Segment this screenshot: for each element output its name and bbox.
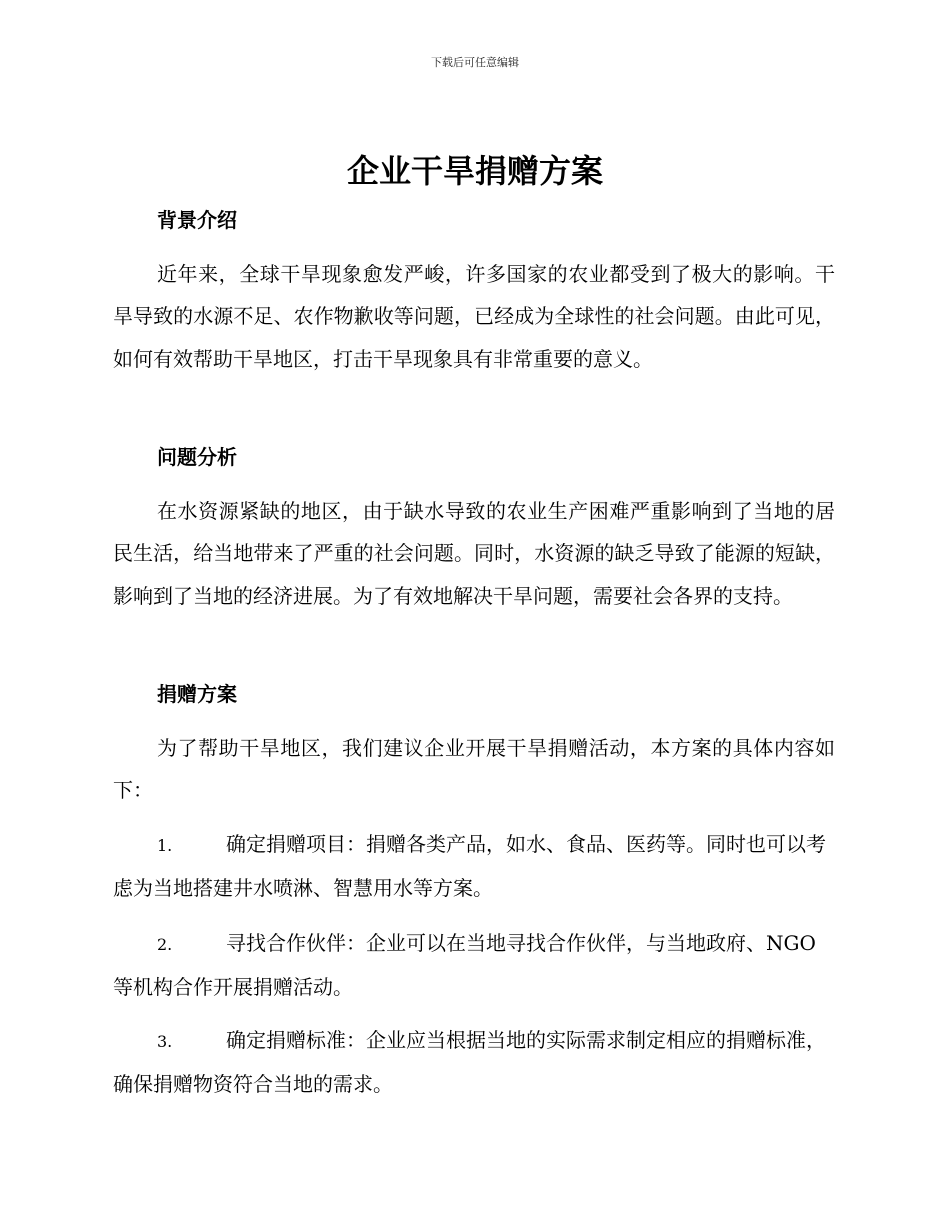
list-item-number: 1.	[157, 836, 173, 855]
list-item-text: 确定捐赠项目：捐赠各类产品，如水、食品、医药等。同时也可以考虑为当地搭建井水喷淋、智慧用水等方案。	[113, 832, 826, 901]
list-item-text: 寻找合作伙伴：企业可以在当地寻找合作伙伴，与当地政府、NGO等机构合作开展捐赠活动。	[113, 931, 816, 1000]
paragraph-analysis: 在水资源紧缺的地区，由于缺水导致的农业生产困难严重影响到了当地的居民生活，给当地带来了严重的社会问题。同时，水资源的缺乏导致了能源的短缺，影响到了当地的经济进展。为了有效地解决干旱问题，需要社会各界的支持。	[113, 499, 835, 608]
list-item	[113, 823, 835, 910]
document-title: 企业干旱捐赠方案	[346, 152, 603, 190]
list-item-number: 2.	[157, 935, 173, 954]
list-item	[113, 1019, 835, 1106]
list-item-text: 确定捐赠标准：企业应当根据当地的实际需求制定相应的捐赠标准，确保捐赠物资符合当地的需求。	[113, 1028, 826, 1097]
page-header-note: 下载后可任意编辑	[431, 56, 519, 69]
section-heading-background: 背景介绍	[157, 208, 237, 232]
paragraph-plan-intro: 为了帮助干旱地区，我们建议企业开展干旱捐赠活动，本方案的具体内容如下：	[113, 736, 835, 803]
section-heading-analysis: 问题分析	[157, 445, 237, 469]
paragraph-background: 近年来，全球干旱现象愈发严峻，许多国家的农业都受到了极大的影响。干旱导致的水源不足、农作物歉收等问题，已经成为全球性的社会问题。由此可见，如何有效帮助干旱地区，打击干旱现象具有非常重要的意义。	[113, 262, 835, 371]
list-item	[113, 922, 835, 1009]
section-heading-plan: 捐赠方案	[157, 682, 237, 706]
list-item-number: 3.	[157, 1032, 173, 1051]
